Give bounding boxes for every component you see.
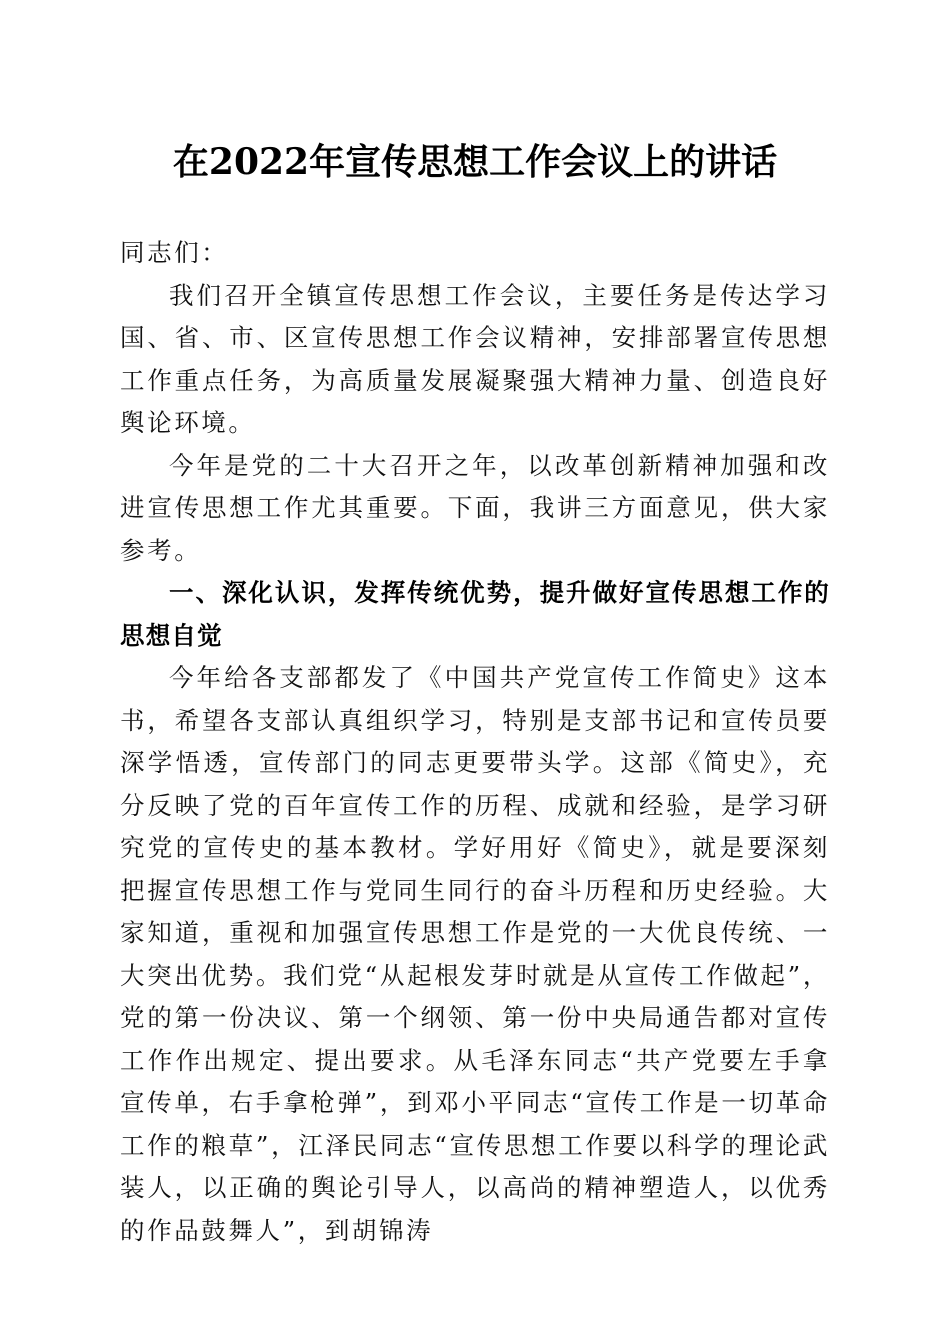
section-1-paragraph: 今年给各支部都发了《中国共产党宣传工作简史》这本书，希望各支部认真组织学习，特别是支部书记和宣传员要深学悟透，宣传部门的同志更要带头学。这部《简史》，充分反映了党的百年宣传工作的历程、成就和经验，是学习研究党的宣传史的基本教材。学好用好《简史》，就是要深刻把握宣传思想工作与党同生同行的奋斗历程和历史经验。大家知道，重视和加强宣传思想工作是党的一大优良传统、一大突出优势。我们党“从起根发芽时就是从宣传工作做起”，党的第一份决议、第一个纲领、第一份中央局通告都对宣传工作作出规定、提出要求。从毛泽东同志“共产党要左手拿宣传单，右手拿枪弹”，到邓小平同志“宣传工作是一切革命工作的粮草”，江泽民同志“宣传思想工作要以科学的理论武装人，以正确的舆论引导人，以高尚的精神塑造人，以优秀的作品鼓舞人”，到胡锦涛: [120, 663, 830, 1245]
document-body: [120, 232, 830, 1252]
section-heading-1: 一、深化认识，发挥传统优势，提升做好宣传思想工作的思想自觉: [120, 578, 830, 650]
paragraph-intro: 我们召开全镇宣传思想工作会议，主要任务是传达学习国、省、市、区宣传思想工作会议精神，安排部署宣传思想工作重点任务，为高质量发展凝聚强大精神力量、创造良好舆论环境。: [120, 280, 830, 437]
document-title: 在2022年宣传思想工作会议上的讲话: [172, 141, 778, 183]
salutation: 同志们：: [120, 238, 229, 267]
paragraph-outline: 今年是党的二十大召开之年，以改革创新精神加强和改进宣传思想工作尤其重要。下面，我讲三方面意见，供大家参考。: [120, 450, 830, 565]
